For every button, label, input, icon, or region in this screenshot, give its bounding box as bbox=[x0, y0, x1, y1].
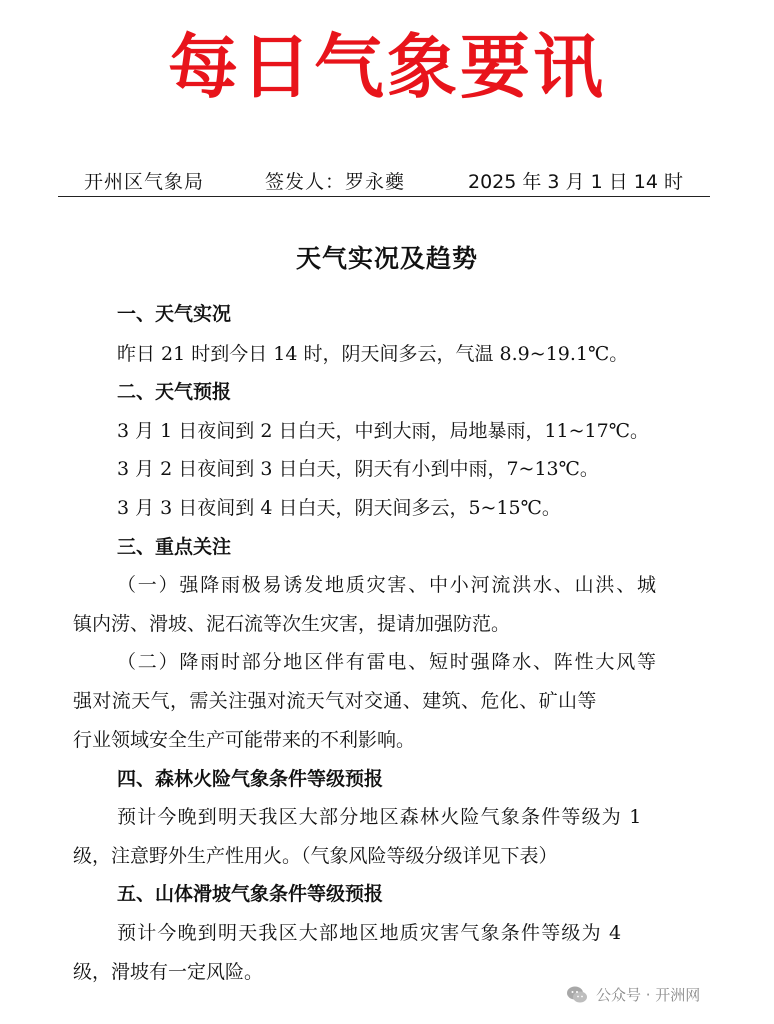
section-text: 级，注意野外生产性用火。（气象风险等级分级详见下表） bbox=[73, 845, 558, 867]
section-text: 预计今晚到明天我区大部地区地质灾害气象条件等级为 4 bbox=[117, 922, 623, 944]
section-heading-5: 五、山体滑坡气象条件等级预报 bbox=[117, 883, 384, 905]
section-text: 强对流天气，需关注强对流天气对交通、建筑、危化、矿山等 bbox=[73, 690, 597, 712]
section-text: 3 月 3 日夜间到 4 日白天，阴天间多云，5~15℃。 bbox=[117, 497, 561, 519]
section-text: 镇内涝、滑坡、泥石流等次生灾害，提请加强防范。 bbox=[73, 613, 511, 635]
section-text: 行业领域安全生产可能带来的不利影响。 bbox=[73, 729, 416, 751]
section-text: 3 月 1 日夜间到 2 日白天，中到大雨，局地暴雨，11~17℃。 bbox=[117, 420, 649, 442]
section-text: 昨日 21 时到今日 14 时，阴天间多云，气温 8.9~19.1℃。 bbox=[117, 343, 629, 365]
section-heading-1: 一、天气实况 bbox=[117, 303, 232, 325]
issue-date: 2025 年 3 月 1 日 14 时 bbox=[468, 171, 683, 193]
watermark bbox=[566, 984, 700, 1006]
section-text: 3 月 2 日夜间到 3 日白天，阴天有小到中雨，7~13℃。 bbox=[117, 458, 599, 480]
document-title: 天气实况及趋势 bbox=[295, 244, 478, 273]
masthead-title: 每日气象要讯 bbox=[168, 26, 606, 108]
section-text: 级，滑坡有一定风险。 bbox=[73, 961, 264, 983]
watermark-text: 公众号 · 开洲网 bbox=[596, 986, 701, 1004]
section-text: （二）降雨时部分地区伴有雷电、短时强降水、阵性大风等 bbox=[117, 651, 658, 673]
section-heading-4: 四、森林火险气象条件等级预报 bbox=[117, 768, 384, 790]
wechat-icon bbox=[566, 984, 588, 1006]
section-heading-3: 三、重点关注 bbox=[117, 536, 232, 558]
section-text: 预计今晚到明天我区大部分地区森林火险气象条件等级为 1 bbox=[117, 806, 643, 828]
section-heading-2: 二、天气预报 bbox=[117, 381, 232, 403]
signer: 签发人：罗永夔 bbox=[265, 171, 406, 193]
issuing-office: 开州区气象局 bbox=[84, 171, 205, 193]
header-divider bbox=[58, 196, 710, 197]
section-text: （一）强降雨极易诱发地质灾害、中小河流洪水、山洪、城 bbox=[117, 574, 658, 596]
